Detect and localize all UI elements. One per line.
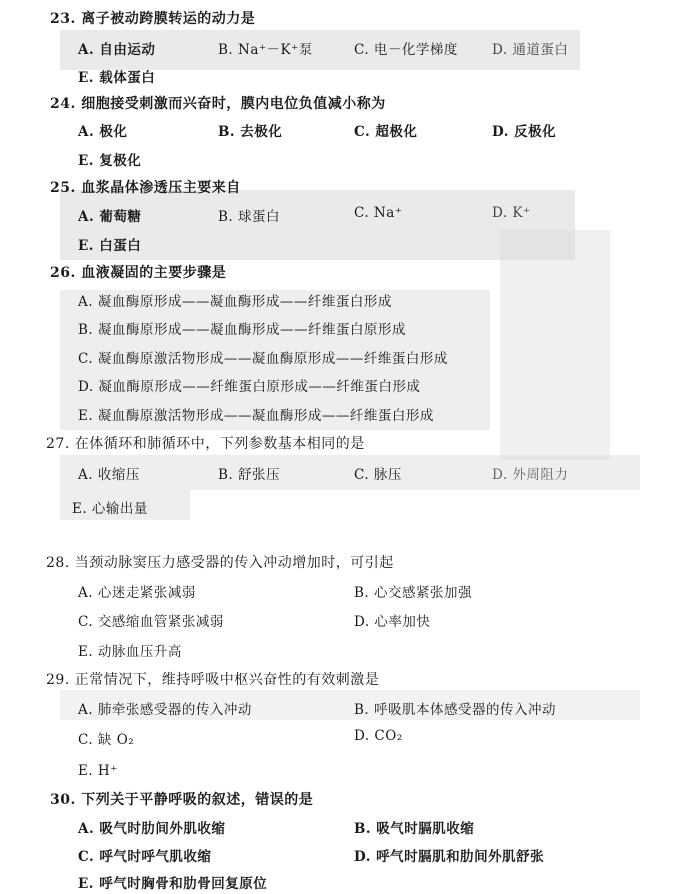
option-d: D. 凝血酶原形成——纤维蛋白原形成——纤维蛋白形成 xyxy=(78,379,421,395)
option-b: B. 去极化 xyxy=(218,124,283,140)
option-a: A. 肺牵张感受器的传入冲动 xyxy=(78,702,252,718)
option-c: C. 缺 O₂ xyxy=(78,732,135,748)
option-b: B. 吸气时膈肌收缩 xyxy=(354,821,475,837)
option-b: B. 球蛋白 xyxy=(218,209,281,225)
option-e: E. 白蛋白 xyxy=(78,238,142,254)
option-d: D. 反极化 xyxy=(492,124,557,140)
option-a: A. 吸气时肋间外肌收缩 xyxy=(78,821,226,837)
option-e: E. H⁺ xyxy=(78,763,118,779)
option-c: C. 交感缩血管紧张减弱 xyxy=(78,614,224,630)
option-c: C. 呼气时呼气肌收缩 xyxy=(78,849,212,865)
option-a: A. 极化 xyxy=(78,124,128,140)
option-a: A. 收缩压 xyxy=(78,467,140,483)
option-b: B. 心交感紧张加强 xyxy=(354,585,473,601)
option-d: D. K⁺ xyxy=(492,205,531,221)
option-a: A. 葡萄糖 xyxy=(78,209,142,225)
option-a: A. 自由运动 xyxy=(78,42,156,58)
option-b: B. 凝血酶原形成——凝血酶形成——纤维蛋白原形成 xyxy=(78,322,407,338)
option-d: D. 通道蛋白 xyxy=(492,42,569,58)
question-stem: 25. 血浆晶体渗透压主要来自 xyxy=(50,180,241,196)
option-a: A. 凝血酶原形成——凝血酶形成——纤维蛋白形成 xyxy=(78,294,392,310)
question-stem: 27. 在体循环和肺循环中，下列参数基本相同的是 xyxy=(46,436,365,452)
question-stem: 30. 下列关于平静呼吸的叙述，错误的是 xyxy=(50,792,314,808)
option-a: A. 心迷走紧张减弱 xyxy=(78,585,196,601)
option-d: D. 心率加快 xyxy=(354,614,431,630)
option-d: D. 外周阻力 xyxy=(492,467,569,483)
option-b: B. Na⁺－K⁺泵 xyxy=(218,42,313,58)
option-c: C. 电－化学梯度 xyxy=(354,42,458,58)
option-e: E. 载体蛋白 xyxy=(78,70,156,86)
option-e: E. 复极化 xyxy=(78,153,142,169)
option-d: D. CO₂ xyxy=(354,728,403,744)
option-c: C. Na⁺ xyxy=(354,205,403,221)
question-stem: 24. 细胞接受刺激而兴奋时，膜内电位负值减小称为 xyxy=(50,96,386,112)
option-e: E. 动脉血压升高 xyxy=(78,644,182,660)
option-b: B. 呼吸肌本体感受器的传入冲动 xyxy=(354,702,557,718)
option-e: E. 心输出量 xyxy=(72,501,148,517)
question-stem: 26. 血液凝固的主要步骤是 xyxy=(50,265,227,281)
scan-shading xyxy=(500,230,610,460)
option-e: E. 呼气时胸骨和肋骨回复原位 xyxy=(78,876,268,892)
option-c: C. 凝血酶原激活物形成——凝血酶原形成——纤维蛋白形成 xyxy=(78,351,448,367)
option-c: C. 脉压 xyxy=(354,467,402,483)
option-e: E. 凝血酶原激活物形成——凝血酶形成——纤维蛋白形成 xyxy=(78,408,434,424)
question-stem: 23. 离子被动跨膜转运的动力是 xyxy=(50,11,256,27)
question-stem: 28. 当颈动脉窦压力感受器的传入冲动增加时，可引起 xyxy=(46,555,394,571)
option-c: C. 超极化 xyxy=(354,124,418,140)
option-d: D. 呼气时膈肌和肋间外肌舒张 xyxy=(354,849,545,865)
question-stem: 29. 正常情况下，维持呼吸中枢兴奋性的有效刺激是 xyxy=(46,672,380,688)
option-b: B. 舒张压 xyxy=(218,467,281,483)
